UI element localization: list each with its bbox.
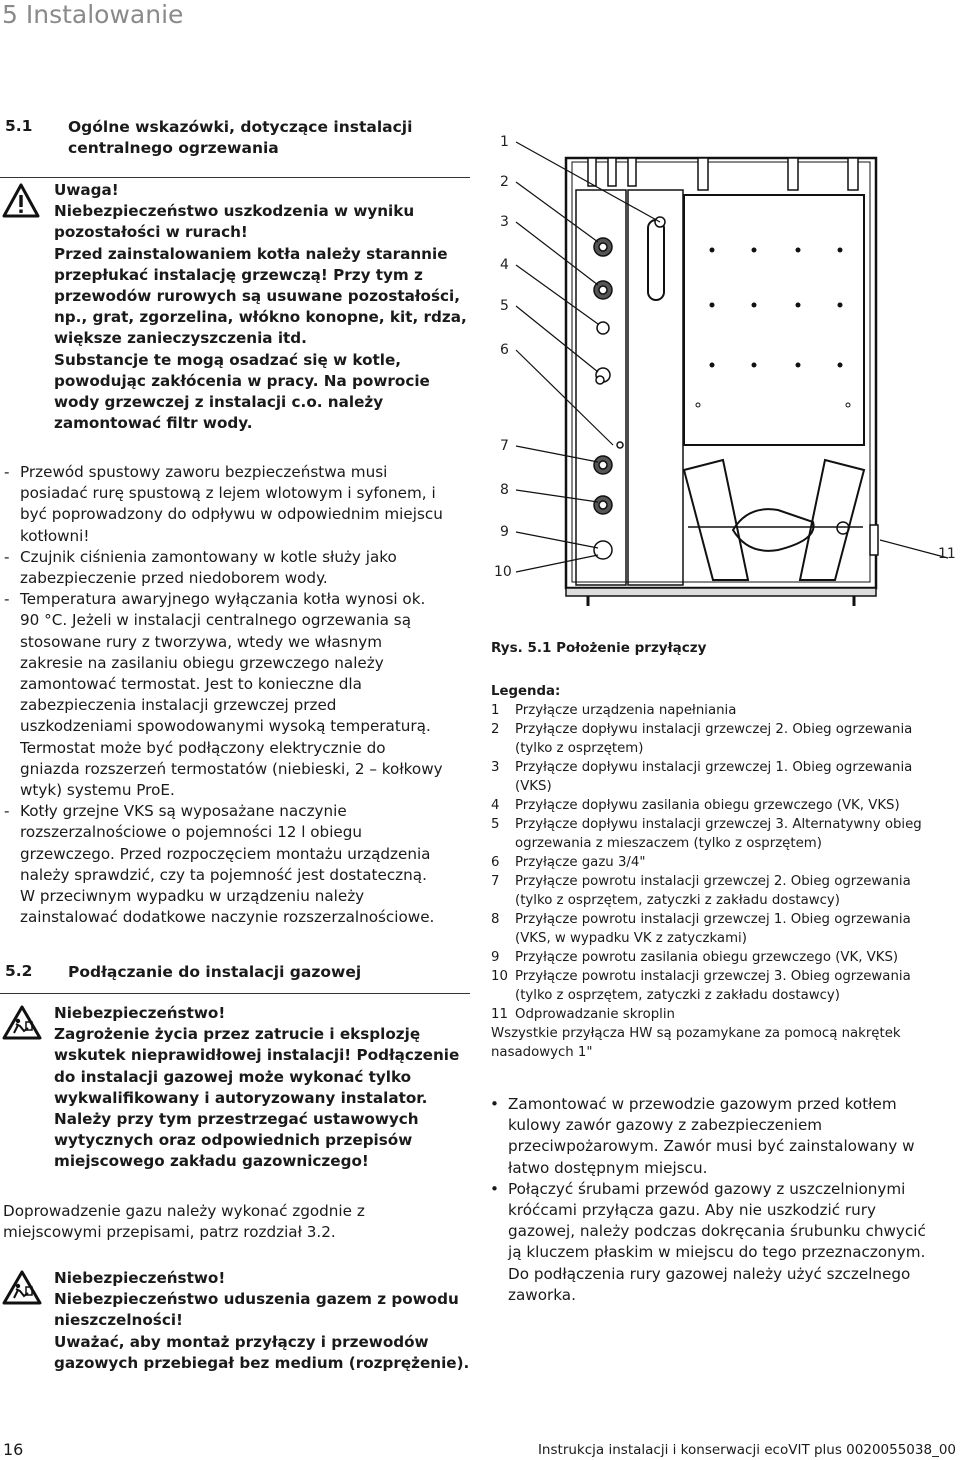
danger-line: wytycznych oraz odpowiednich przepisów bbox=[54, 1131, 413, 1150]
dash-marker: - bbox=[4, 802, 10, 821]
callout-number: 10 bbox=[494, 564, 512, 580]
section-title: Podłączanie do instalacji gazowej bbox=[68, 963, 362, 981]
danger-heading: Niebezpieczeństwo! bbox=[54, 1269, 226, 1287]
bullet-list bbox=[490, 1094, 958, 1306]
list-item-line: Zamontować w przewodzie gazowym przed kotłem bbox=[508, 1095, 897, 1113]
divider bbox=[0, 177, 470, 178]
warning-heading: Uwaga! bbox=[54, 181, 119, 199]
danger-line: Niebezpieczeństwo uduszenia gazem z powodu bbox=[54, 1290, 459, 1309]
paragraph-line: Doprowadzenie gazu należy wykonać zgodnie z bbox=[3, 1202, 365, 1220]
legend-item bbox=[491, 872, 956, 910]
list-item-line: uszkodzeniami spowodowanymi wysoką temperaturą. bbox=[20, 717, 431, 736]
legend-number: 6 bbox=[491, 855, 500, 871]
danger-line: wskutek nieprawidłowej instalacji! Podłączenie bbox=[54, 1046, 460, 1065]
warning-line: większe zanieczyszczenia itd. bbox=[54, 329, 307, 348]
legend-text: Przyłącze dopływu instalacji grzewczej 2. Obieg ogrzewania bbox=[515, 722, 913, 738]
warning-line: wody grzewczej z instalacji c.o. należy bbox=[54, 393, 384, 412]
danger-line: Uważać, aby montaż przyłączy i przewodów bbox=[54, 1332, 429, 1351]
callout-number: 7 bbox=[500, 438, 509, 454]
document-title: Instrukcja instalacji i konserwacji ecoVIT plus 0020055038_00 bbox=[537, 1442, 956, 1458]
legend-text: (VKS, w wypadku VK z zatyczkami) bbox=[515, 931, 747, 947]
list-item-line: kulowy zawór gazowy z zabezpieczeniem bbox=[508, 1116, 823, 1135]
legend-number: 3 bbox=[491, 760, 500, 776]
legend-text: Przyłącze urządzenia napełniania bbox=[515, 703, 737, 719]
list-item-line: Połączyć śrubami przewód gazowy z uszczelnionymi bbox=[508, 1179, 906, 1198]
list-item-line: zamontować termostat. Jest to konieczne dla bbox=[20, 675, 362, 694]
legend-text: (VKS) bbox=[515, 779, 552, 795]
housing-outline bbox=[566, 158, 876, 588]
divider bbox=[0, 993, 470, 994]
legend-text: Przyłącze powrotu zasilania obiegu grzewczego (VK, VKS) bbox=[515, 950, 899, 966]
section-title-line: centralnego ogrzewania bbox=[68, 139, 279, 157]
legend-note-line: nasadowych 1" bbox=[491, 1045, 593, 1061]
danger-line: miejscowego zakładu gazowniczego! bbox=[54, 1152, 369, 1171]
legend-item bbox=[491, 910, 956, 948]
warning-line: powodując zakłócenia w pracy. Na powrocie bbox=[54, 371, 430, 390]
list-item-line: grzewczego. Przed rozpoczęciem montażu urządzenia bbox=[20, 844, 431, 863]
callout-number: 9 bbox=[500, 524, 509, 540]
dash-marker: - bbox=[4, 463, 10, 481]
legend-text: Przyłącze dopływu instalacji grzewczej 3. Alternatywny obieg bbox=[515, 817, 922, 833]
list-item-line: zainstalować dodatkowe naczynie rozszerzalnościowe. bbox=[20, 908, 435, 927]
list-item-line: zabezpieczenie przed niedoborem wody. bbox=[20, 569, 328, 588]
list-item bbox=[0, 462, 480, 547]
callout-number: 4 bbox=[500, 257, 509, 273]
list-item-line: łatwo dostępnym miejscu. bbox=[508, 1158, 708, 1177]
list-item-line: Przewód spustowy zaworu bezpieczeństwa musi bbox=[20, 463, 388, 481]
dash-list bbox=[0, 462, 480, 928]
page-number: 16 bbox=[3, 1440, 24, 1459]
figure bbox=[488, 110, 960, 630]
list-item bbox=[0, 801, 480, 928]
warning-box bbox=[54, 180, 467, 434]
legend-number: 11 bbox=[491, 1007, 508, 1023]
chapter-title: 5 Instalowanie bbox=[2, 0, 184, 29]
paragraph bbox=[3, 1201, 365, 1243]
legend-item bbox=[491, 796, 956, 815]
legend-item bbox=[491, 967, 956, 1005]
danger-line: do instalacji gazowej może wykonać tylko bbox=[54, 1067, 412, 1086]
legend-item bbox=[491, 853, 956, 872]
list-item-line: Termostat może być podłączony elektrycznie do bbox=[20, 738, 386, 757]
list-item-line: Kotły grzejne VKS są wyposażane naczynie bbox=[20, 802, 347, 821]
figure-caption: Rys. 5.1 Położenie przyłączy bbox=[491, 640, 707, 656]
section-number: 5.1 bbox=[5, 117, 33, 135]
warning-line: zamontować filtr wody. bbox=[54, 414, 253, 433]
list-item-line: stosowane rury z tworzywa, wtedy we własnym bbox=[20, 632, 383, 651]
legend-item bbox=[491, 701, 956, 720]
list-item-line: zaworka. bbox=[508, 1285, 576, 1304]
section-title-line: Ogólne wskazówki, dotyczące instalacji bbox=[68, 118, 413, 136]
section-title bbox=[68, 117, 412, 159]
warning-line: przepłukać instalację grzewczą! Przy tym z bbox=[54, 265, 423, 284]
list-item-line: przeciwpożarowym. Zawór musi być zainstalowany w bbox=[508, 1137, 915, 1156]
legend-text: Przyłącze dopływu instalacji grzewczej 1. Obieg ogrzewania bbox=[515, 760, 913, 776]
warning-line: Substancje te mogą osadzać się w kotle, bbox=[54, 350, 402, 369]
list-item-line: 90 °C. Jeżeli w instalacji centralnego ogrzewania są bbox=[20, 611, 412, 630]
danger-line: gazowych przebiegał bez medium (rozprężenie). bbox=[54, 1353, 470, 1372]
list-item-line: W przeciwnym wypadku w urządzeniu należy bbox=[20, 887, 365, 906]
legend-text: Przyłącze dopływu zasilania obiegu grzewczego (VK, VKS) bbox=[515, 798, 900, 814]
legend-item bbox=[491, 1005, 956, 1024]
danger-line: Zagrożenie życia przez zatrucie i eksplozję bbox=[54, 1025, 421, 1044]
callout-number: 3 bbox=[500, 214, 509, 230]
paragraph-line: miejscowymi przepisami, patrz rozdział 3.2. bbox=[3, 1223, 336, 1242]
legend-number: 9 bbox=[491, 950, 500, 966]
legend-text: (tylko z osprzętem, zatyczki z zakładu dostawcy) bbox=[515, 988, 840, 1004]
list-item-line: ją kluczem płaskim w miejscu do tego przeznaczonym. bbox=[508, 1243, 926, 1262]
callout-number: 6 bbox=[500, 342, 509, 358]
list-item-line: należy sprawdzić, czy ta pojemność jest dostateczną. bbox=[20, 865, 427, 884]
warning-line: pozostałości w rurach! bbox=[54, 223, 248, 242]
legend-number: 8 bbox=[491, 912, 500, 928]
list-item-line: zabezpieczenia instalacji grzewczej przed bbox=[20, 696, 337, 715]
warning-line: Przed zainstalowaniem kotła należy starannie bbox=[54, 244, 448, 263]
boiler-diagram bbox=[488, 110, 960, 630]
legend-number: 7 bbox=[491, 874, 500, 890]
list-item-line: być poprowadzony do odpływu w odpowiednim miejscu bbox=[20, 505, 443, 524]
list-item bbox=[0, 589, 480, 801]
legend-text: Przyłącze gazu 3/4" bbox=[515, 855, 646, 871]
list-item-line: gazowej, należy podczas dokręcania śrubunku chwycić bbox=[508, 1222, 926, 1241]
warning-icon bbox=[2, 183, 40, 223]
danger-icon bbox=[2, 1270, 42, 1310]
danger-line: nieszczelności! bbox=[54, 1311, 183, 1330]
legend-text: Przyłącze powrotu instalacji grzewczej 3. Obieg ogrzewania bbox=[515, 969, 911, 985]
legend-item bbox=[491, 948, 956, 967]
callout-number: 5 bbox=[500, 298, 509, 314]
list-item-line: zakresie na zasilaniu obiegu grzewczego należy bbox=[20, 653, 384, 672]
dash-marker: - bbox=[4, 590, 10, 609]
legend-item bbox=[491, 758, 956, 796]
legend-item bbox=[491, 815, 956, 853]
legend-number: 1 bbox=[491, 703, 500, 719]
callout-number: 8 bbox=[500, 482, 509, 498]
section-number: 5.2 bbox=[5, 962, 33, 980]
legend-text: ogrzewania z mieszaczem (tylko z osprzętem) bbox=[515, 836, 822, 852]
legend-text: (tylko z osprzętem, zatyczki z zakładu dostawcy) bbox=[515, 893, 840, 909]
legend-text: Przyłącze powrotu instalacji grzewczej 2. Obieg ogrzewania bbox=[515, 874, 911, 890]
warning-line: np., grat, zgorzelina, włókno konopne, kit, rdza, bbox=[54, 308, 467, 327]
legend-number: 5 bbox=[491, 817, 500, 833]
legend-text: Odprowadzanie skroplin bbox=[515, 1007, 675, 1023]
legend-text: (tylko z osprzętem) bbox=[515, 741, 644, 757]
danger-box bbox=[54, 1268, 469, 1374]
list-item-line: gniazda rozszerzeń termostatów (niebieski, 2 – kołkowy bbox=[20, 759, 443, 778]
list-item-line: rozszerzalnościowe o pojemności 12 l obiegu bbox=[20, 823, 363, 842]
dash-marker: - bbox=[4, 547, 10, 566]
danger-icon bbox=[2, 1005, 42, 1045]
list-item-line: kotłowni! bbox=[20, 526, 90, 545]
bullet-marker: • bbox=[490, 1095, 499, 1113]
warning-line: Niebezpieczeństwo uszkodzenia w wyniku bbox=[54, 202, 415, 221]
legend-item bbox=[491, 720, 956, 758]
callout-number: 2 bbox=[500, 174, 509, 190]
list-item-line: Do podłączenia rury gazowej należy użyć szczelnego bbox=[508, 1264, 911, 1283]
warning-line: przewodów rurowych są usuwane pozostałości, bbox=[54, 287, 460, 306]
danger-line: Należy przy tym przestrzegać ustawowych bbox=[54, 1110, 419, 1129]
list-item-line: posiadać rurę spustową z lejem wlotowym i syfonem, i bbox=[20, 484, 436, 503]
legend-number: 2 bbox=[491, 722, 500, 738]
list-item bbox=[490, 1179, 958, 1306]
bullet-marker: • bbox=[490, 1179, 499, 1198]
legend-heading: Legenda: bbox=[491, 684, 561, 699]
list-item-line: Temperatura awaryjnego wyłączania kotła wynosi ok. bbox=[20, 590, 426, 609]
list-item-line: wtyk) systemu ProE. bbox=[20, 781, 175, 800]
danger-heading: Niebezpieczeństwo! bbox=[54, 1004, 226, 1022]
legend bbox=[491, 682, 956, 1063]
callout-number: 11 bbox=[938, 546, 956, 562]
list-item bbox=[490, 1094, 958, 1179]
list-item bbox=[0, 547, 480, 589]
list-item-line: Czujnik ciśnienia zamontowany w kotle służy jako bbox=[20, 547, 397, 566]
list-item-line: króćcami przyłącza gazu. Aby nie uszkodzić rury bbox=[508, 1201, 876, 1220]
legend-note bbox=[491, 1024, 956, 1062]
legend-note-line: Wszystkie przyłącza HW są pozamykane za pomocą nakrętek bbox=[491, 1026, 901, 1042]
callout-number: 1 bbox=[500, 134, 509, 150]
danger-box bbox=[54, 1003, 459, 1173]
danger-line: wykwalifikowany i autoryzowany instalator. bbox=[54, 1088, 428, 1107]
legend-number: 4 bbox=[491, 798, 500, 814]
legend-text: Przyłącze powrotu instalacji grzewczej 1. Obieg ogrzewania bbox=[515, 912, 911, 928]
legend-number: 10 bbox=[491, 969, 508, 985]
